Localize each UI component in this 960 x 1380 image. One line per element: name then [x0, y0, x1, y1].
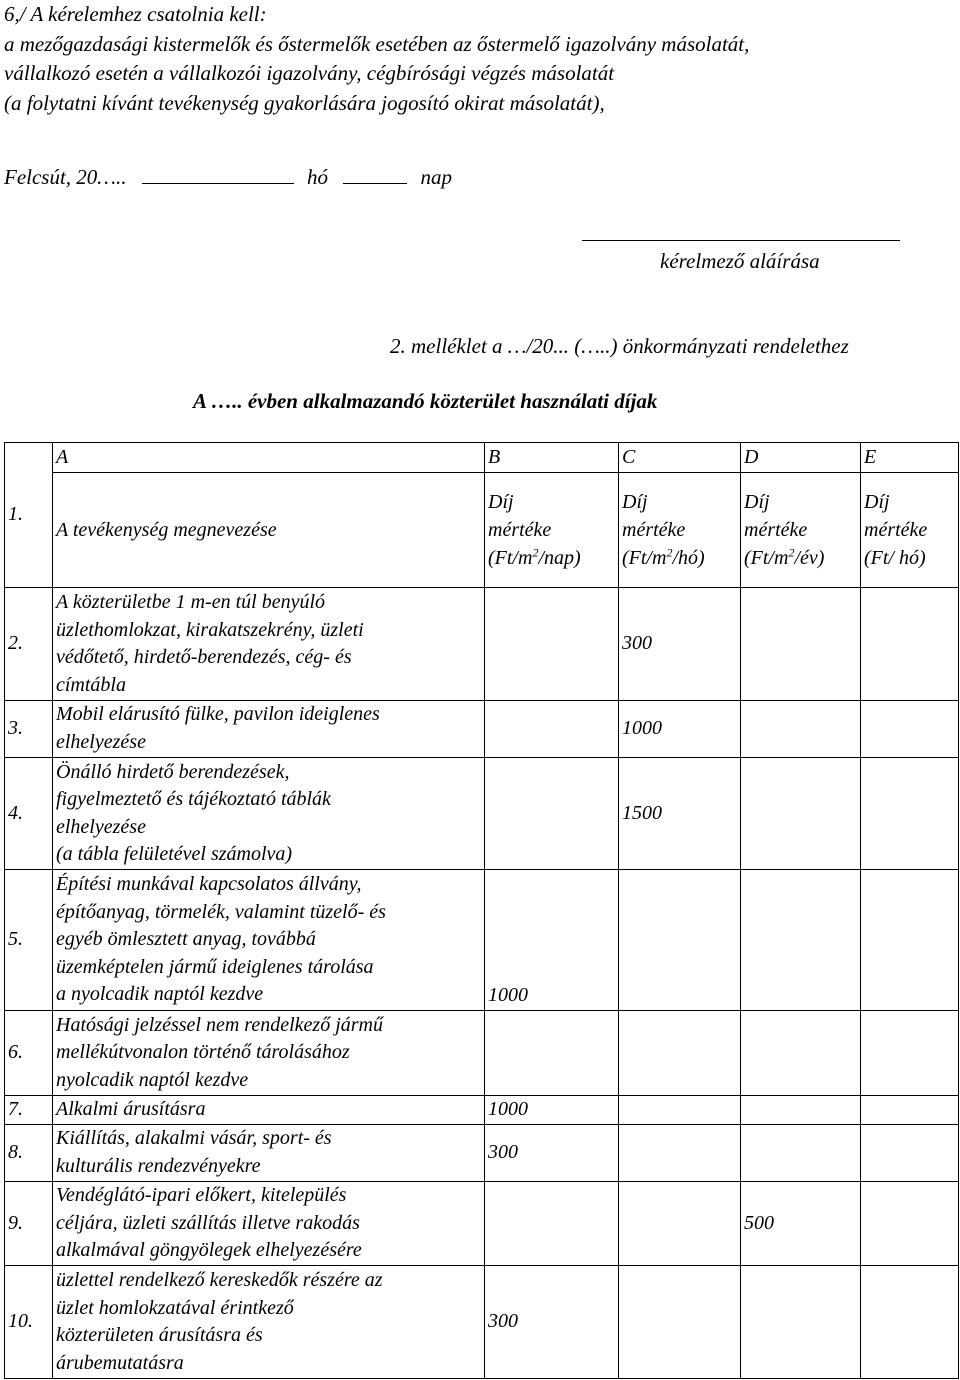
activity-name-line: Vendéglátó-ipari előkert, kitelepülés [56, 1184, 347, 1207]
fee-value-d [741, 588, 861, 701]
fee-value-b [485, 1010, 619, 1095]
fee-header: Díj mértéke $(Ft/m^2/év)$ [741, 473, 861, 588]
fee-value-e [861, 1010, 959, 1095]
activity-name-line: védőtető, hirdető-berendezés, cég- és [56, 646, 352, 668]
activity-name-line: figyelmeztető és tájékoztató táblák [56, 788, 331, 811]
fee-value-b [485, 757, 619, 870]
month-blank[interactable] [142, 165, 294, 184]
fee-value-d [741, 1124, 861, 1181]
fee-header: Díj mértéke (Ft/ hó) [861, 473, 959, 588]
page-title: A ….. évben alkalmazandó közterület használati díjak [193, 389, 658, 413]
fee-value-c [619, 870, 741, 1011]
column-letter: E [861, 443, 959, 473]
activity-name-line: üzlethomlokzat, kirakatszekrény, üzleti [56, 618, 364, 641]
fee-value-e [861, 1266, 959, 1379]
fee-value-b [485, 700, 619, 757]
activity-name-line: címtábla [56, 673, 126, 696]
activity-name-line: nyolcadik naptól kezdve [56, 1068, 249, 1091]
activity-name [53, 700, 485, 757]
activity-name [53, 1010, 485, 1095]
activity-name-line: Alkalmi árusításra [56, 1097, 206, 1120]
fee-value-e [861, 870, 959, 1011]
activity-name-line: elhelyezése [56, 730, 146, 753]
fee-value-b: 300 [485, 1124, 619, 1181]
column-letter: C [619, 443, 741, 473]
attachment-requirements [4, 0, 749, 118]
fee-value-b: 300 [485, 1266, 619, 1379]
month-label: hó [306, 165, 328, 189]
fee-value-b [485, 588, 619, 701]
fee-value-d [741, 1266, 861, 1379]
activity-name [53, 588, 485, 701]
fee-value-c [619, 1181, 741, 1266]
table-row [5, 700, 959, 757]
date-place: Felcsút, 20….. [4, 165, 127, 189]
activity-name-line: Építési munkával kapcsolatos állvány, [56, 873, 362, 896]
column-letter-row [5, 443, 959, 473]
activity-name-line: kulturális rendezvényekre [56, 1154, 261, 1177]
signature-label: kérelmező aláírása [660, 249, 820, 273]
fee-value-e [861, 1124, 959, 1181]
activity-name [53, 1181, 485, 1266]
activity-name-line: céljára, üzleti szállítás illetve rakodás [56, 1211, 360, 1234]
intro-line: 6,/ A kérelemhez csatolnia kell: [4, 2, 267, 26]
row-number: 2. [5, 588, 53, 701]
header-row [5, 473, 959, 588]
row-number: 4. [5, 757, 53, 870]
intro-line: vállalkozó esetén a vállalkozói igazolvány, cégbírósági végzés másolatát [4, 61, 615, 85]
activity-name-line: (a tábla felületével számolva) [56, 843, 293, 866]
activity-name-line: árubemutatásra [56, 1351, 184, 1374]
table-row [5, 1124, 959, 1181]
activity-name-line: a nyolcadik naptól kezdve [56, 983, 264, 1006]
row-number: 5. [5, 870, 53, 1011]
activity-name-line: közterületen árusításra és [56, 1324, 263, 1347]
activity-name-line: Önálló hirdető berendezések, [56, 760, 290, 783]
signature-line[interactable] [582, 240, 900, 241]
activity-name-line: üzlet homlokzatával érintkező [56, 1296, 294, 1319]
intro-line: (a folytatni kívánt tevékenység gyakorlására jogosító okirat másolatát), [4, 90, 605, 115]
row-number: 8. [5, 1124, 53, 1181]
fee-rows [5, 588, 959, 1379]
activity-name-line: egyéb ömlesztett anyag, továbbá [56, 928, 316, 951]
activity-name-line: építőanyag, törmelék, valamint tüzelő- és [56, 900, 386, 923]
column-letter: B [485, 443, 619, 473]
activity-name [53, 1095, 485, 1124]
activity-name-line: alkalmával göngyölegek elhelyezésére [56, 1239, 362, 1262]
activity-name [53, 757, 485, 870]
fee-value-d [741, 757, 861, 870]
row-number: 10. [5, 1266, 53, 1379]
activity-name-line: Mobil elárusító fülke, pavilon ideiglenes [56, 703, 380, 726]
fee-value-c [619, 1266, 741, 1379]
activity-name-header: A tevékenység megnevezése [53, 473, 485, 588]
activity-name-line: mellékútvonalon történő tárolásához [56, 1041, 350, 1064]
fee-value-e [861, 1181, 959, 1266]
fee-value-e [861, 757, 959, 870]
day-label: nap [420, 165, 452, 189]
fee-value-c [619, 1095, 741, 1124]
table-row [5, 1095, 959, 1124]
intro-line: a mezőgazdasági kistermelők és őstermelők esetében az őstermelő igazolvány másolatát, [4, 31, 750, 56]
fee-value-c [619, 1010, 741, 1095]
row-number: 6. [5, 1010, 53, 1095]
fee-value-e [861, 1095, 959, 1124]
date-line [4, 165, 452, 190]
activity-name-line: A közterületbe 1 m-en túl benyúló [56, 591, 326, 613]
table-row [5, 588, 959, 701]
activity-name-line: üzemképtelen jármű ideiglenes tárolása [56, 955, 374, 978]
table-row [5, 870, 959, 1011]
fee-value-c: 1500 [619, 757, 741, 870]
fee-value-b: 1000 [485, 870, 619, 1011]
row-number: 3. [5, 700, 53, 757]
fee-value-d [741, 1010, 861, 1095]
fee-value-b: 1000 [485, 1095, 619, 1124]
table-row [5, 757, 959, 870]
fee-value-d [741, 870, 861, 1011]
row-number: 1. [5, 443, 53, 588]
fee-value-c: 1000 [619, 700, 741, 757]
activity-name-line: elhelyezése [56, 815, 146, 838]
fee-value-d [741, 700, 861, 757]
fee-value-d [741, 1095, 861, 1124]
activity-name-line: üzlettel rendelkező kereskedők részére az [56, 1269, 383, 1292]
activity-name [53, 1124, 485, 1181]
table-row [5, 1266, 959, 1379]
column-letter: D [741, 443, 861, 473]
table-row [5, 1181, 959, 1266]
day-blank[interactable] [343, 165, 407, 184]
activity-name-line: Hatósági jelzéssel nem rendelkező jármű [56, 1013, 383, 1036]
activity-name-line: Kiállítás, alakalmi vásár, sport- és [56, 1127, 332, 1150]
fee-value-c [619, 1124, 741, 1181]
fee-value-c: 300 [619, 588, 741, 701]
row-number: 9. [5, 1181, 53, 1266]
fee-value-b [485, 1181, 619, 1266]
activity-name [53, 870, 485, 1011]
fee-header: Díj mértéke $(Ft/m^2/nap)$ [485, 473, 619, 588]
row-number: 7. [5, 1095, 53, 1124]
fee-value-e [861, 588, 959, 701]
table-row [5, 1010, 959, 1095]
fee-header: Díj mértéke $(Ft/m^2/hó)$ [619, 473, 741, 588]
activity-name [53, 1266, 485, 1379]
fee-value-d: 500 [741, 1181, 861, 1266]
fee-table [4, 442, 959, 1379]
column-letter: A [53, 443, 485, 473]
annex-reference: 2. melléklet a …/20... (…..) önkormányzati rendelethez [390, 334, 849, 358]
fee-value-e [861, 700, 959, 757]
